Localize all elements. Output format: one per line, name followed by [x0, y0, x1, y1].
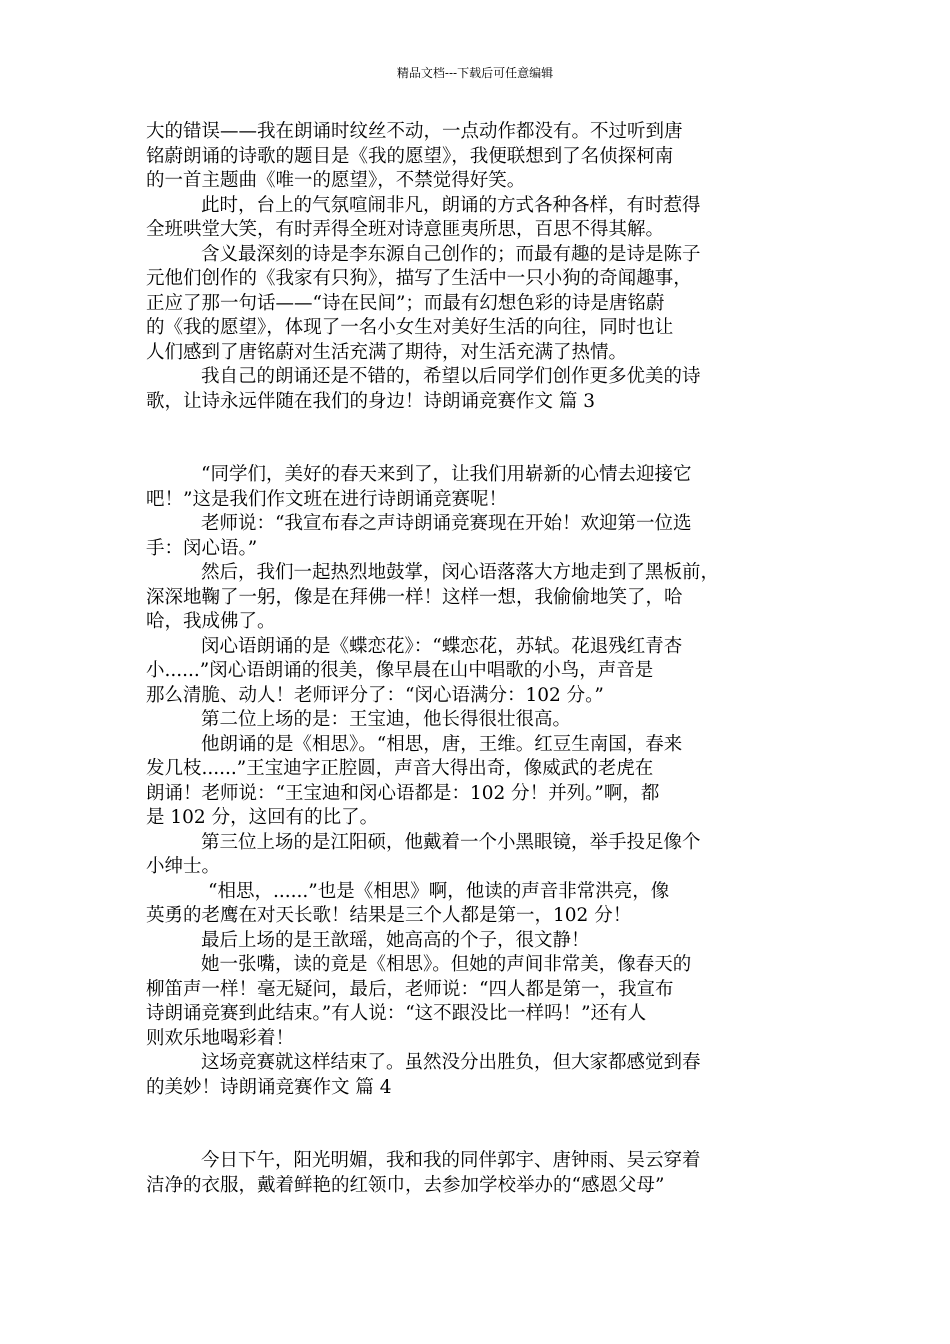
paragraph: [146, 512, 808, 561]
text-line: 含义最深刻的诗是李东源自己创作的；而最有趣的是诗是陈子: [201, 243, 701, 265]
paragraph: [146, 953, 808, 1051]
text-line: 吧！”这是我们作文班在进行诗朗诵竞赛呢！: [146, 488, 507, 510]
text-line: 大的错误——我在朗诵时纹丝不动，一点动作都没有。不过听到唐: [146, 121, 683, 142]
text-line: 她一张嘴，读的竟是《相思》。但她的声间非常美，像春天的: [201, 954, 692, 975]
paragraph: [146, 708, 808, 733]
text-line: 全班哄堂大笑，有时弄得全班对诗意匪夷所思，百思不得其解。: [146, 219, 665, 240]
paragraph: [146, 831, 808, 880]
paragraph: [146, 880, 808, 929]
text-line: 深深地鞠了一躬，像是在拜佛一样！这样一想，我偷偷地笑了，哈: [146, 586, 683, 608]
text-line: 的《我的愿望》，体现了一名小女生对美好生活的向往，同时也让: [146, 317, 674, 338]
paragraph: [146, 561, 808, 635]
text-line: 第二位上场的是：王宝迪，他长得很壮很高。: [201, 709, 572, 730]
text-line: 则欢乐地喝彩着！: [146, 1027, 295, 1049]
paragraph: [146, 194, 808, 243]
text-line: 小......”闵心语朗诵的很美，像早晨在山中唱歌的小鸟，声音是: [146, 660, 654, 681]
text-line: “同学们，美好的春天来到了，让我们用崭新的心情去迎接它: [201, 464, 692, 485]
text-line: 洁净的衣服，戴着鲜艳的红领巾，去参加学校举办的“感恩父母”: [146, 1174, 665, 1196]
text-line: 那么清脆、动人！老师评分了：“闵心语满分：102 分。”: [146, 684, 604, 706]
text-line: 柳笛声一样！毫无疑问，最后，老师说：“四人都是第一，我宣布: [146, 978, 674, 1000]
text-line: 小绅士。: [146, 856, 221, 877]
text-line: 发几枝......”王宝迪字正腔圆，声音大得出奇，像威武的老虎在: [146, 758, 654, 779]
paragraph: [146, 929, 808, 954]
paragraph: [146, 1149, 808, 1198]
blank-line: [146, 1125, 808, 1150]
page-header: 精品文档---下载后可任意编辑: [396, 66, 554, 80]
text-line: 歌，让诗永远伴随在我们的身边！诗朗诵竞赛作文 篇 3: [146, 390, 596, 412]
blank-line: [146, 414, 808, 439]
paragraph: [146, 1051, 808, 1100]
text-line: 元他们创作的《我家有只狗》，描写了生活中一只小狗的奇闻趣事，: [146, 268, 692, 289]
text-line: 的美妙！诗朗诵竞赛作文 篇 4: [146, 1076, 392, 1098]
paragraph: [146, 120, 808, 194]
text-line: 是 102 分，这回有的比了。: [146, 807, 379, 828]
text-line: 诗朗诵竞赛到此结束。”有人说：“这不跟没比一样吗！”还有人: [146, 1003, 647, 1024]
text-line: 英勇的老鹰在对天长歌！结果是三个人都是第一，102 分！: [146, 905, 632, 926]
blank-line: [146, 1100, 808, 1125]
text-line: 闵心语朗诵的是《蝶恋花》：“蝶恋花，苏轼。花退残红青杏: [201, 635, 683, 657]
text-line: 然后，我们一起热烈地鼓掌，闵心语落落大方地走到了黑板前，: [201, 562, 720, 583]
document-body: [146, 120, 808, 1198]
text-line: 人们感到了唐铭蔚对生活充满了期待，对生活充满了热情。: [146, 341, 628, 363]
text-line: 第三位上场的是江阳硕，他戴着一个小黑眼镜，举手投足像个: [201, 831, 701, 853]
text-line: 老师说：“我宣布春之声诗朗诵竞赛现在开始！欢迎第一位选: [201, 513, 692, 534]
text-line: 的一首主题曲《唯一的愿望》，不禁觉得好笑。: [146, 170, 526, 191]
paragraph: [146, 635, 808, 709]
text-line: “相思，......”也是《相思》啊，他读的声音非常洪亮，像: [208, 880, 670, 902]
text-line: 此时，台上的气氛喧闹非凡，朗诵的方式各种各样，有时惹得: [201, 194, 701, 216]
text-line: 铭蔚朗诵的诗歌的题目是《我的愿望》，我便联想到了名侦探柯南: [146, 145, 674, 167]
paragraph: [146, 365, 808, 414]
text-line: 他朗诵的是《相思》。“相思，唐，王维。红豆生南国，春来: [201, 733, 683, 755]
text-line: 这场竞赛就这样结束了。虽然没分出胜负，但大家都感觉到春: [201, 1052, 701, 1073]
paragraph: [146, 243, 808, 366]
text-line: 手：闵心语。”: [146, 537, 258, 559]
text-line: 最后上场的是王歆瑶，她高高的个子，很文静！: [201, 929, 590, 951]
text-line: 我自己的朗诵还是不错的，希望以后同学们创作更多优美的诗: [201, 366, 701, 387]
text-line: 今日下午，阳光明媚，我和我的同伴郭宇、唐钟雨、吴云穿着: [201, 1150, 701, 1171]
blank-line: [146, 439, 808, 464]
text-line: 哈，我成佛了。: [146, 611, 276, 632]
text-line: 正应了那一句话——“诗在民间”；而最有幻想色彩的诗是唐铭蔚: [146, 292, 665, 314]
paragraph: [146, 463, 808, 512]
text-line: 朗诵！老师说：“王宝迪和闵心语都是：102 分！并列。”啊，都: [146, 782, 660, 804]
paragraph: [146, 733, 808, 831]
